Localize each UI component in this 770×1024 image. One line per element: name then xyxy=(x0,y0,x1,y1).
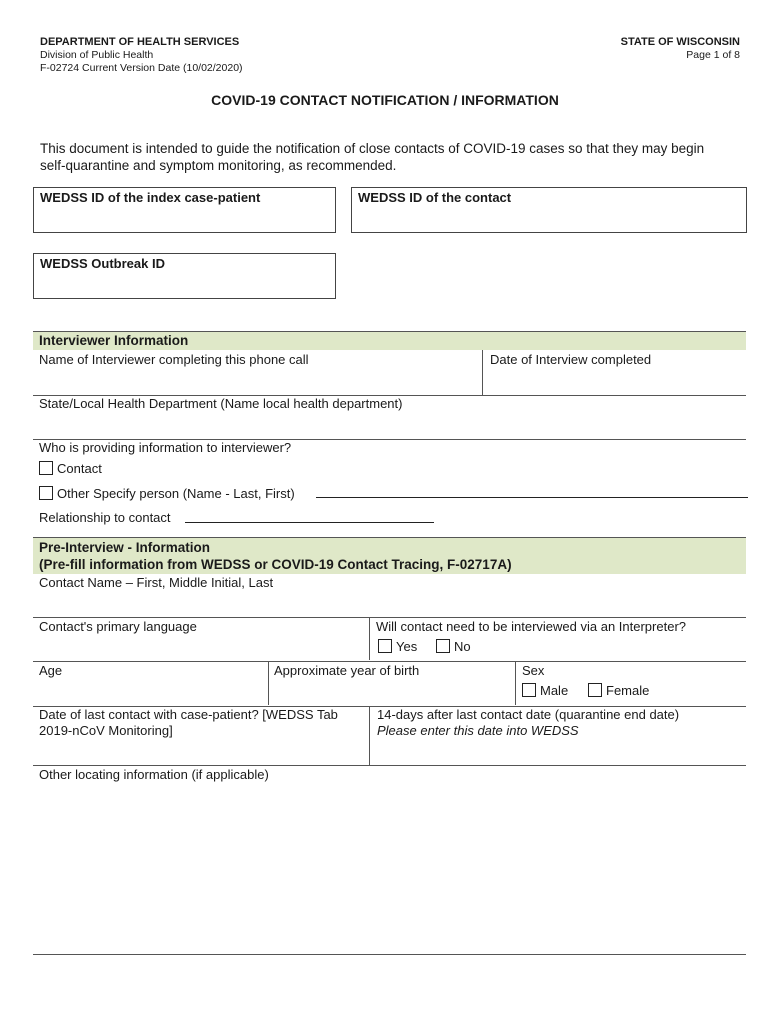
intro-line-2: self-quarantine and symptom monitoring, as recommended. xyxy=(40,158,397,173)
female-label: Female xyxy=(606,683,650,698)
pre-interview-heading-line-1: Pre-Interview - Information xyxy=(39,540,211,555)
index-case-id-label: WEDSS ID of the index case-patient xyxy=(40,190,261,205)
outbreak-id-field[interactable] xyxy=(33,253,336,299)
interview-date-input[interactable] xyxy=(484,351,746,394)
age-label: Age xyxy=(39,663,63,678)
option-other-label: Other Specify person (Name - Last, First) xyxy=(57,486,295,501)
pre-interview-heading-line-2: (Pre-fill information from WEDSS or COVID-19 Contact Tracing, F-02717A) xyxy=(39,557,512,572)
contact-name-label: Contact Name – First, Middle Initial, Last xyxy=(39,575,274,590)
male-checkbox[interactable] xyxy=(522,683,536,697)
pre-interview-section-heading xyxy=(33,537,746,574)
outbreak-id-label: WEDSS Outbreak ID xyxy=(40,256,165,271)
last-contact-date-label-line-1: Date of last contact with case-patient? [WEDSS Tab xyxy=(39,707,338,722)
other-locating-input[interactable] xyxy=(33,767,746,953)
sex-male-option[interactable] xyxy=(522,683,568,698)
birth-year-label: Approximate year of birth xyxy=(274,663,420,678)
last-contact-date-label xyxy=(39,707,338,739)
last-contact-date-label-line-2: 2019-nCoV Monitoring] xyxy=(39,723,173,738)
interviewer-name-input[interactable] xyxy=(33,351,481,394)
sex-label: Sex xyxy=(522,663,545,678)
index-case-id-field[interactable] xyxy=(33,187,336,233)
interpreter-yes-option[interactable] xyxy=(378,639,417,654)
division-name: Division of Public Health xyxy=(40,49,154,61)
form-version: F-02724 Current Version Date (10/02/2020) xyxy=(40,62,243,74)
health-dept-label: State/Local Health Department (Name local health department) xyxy=(39,396,403,411)
option-contact[interactable] xyxy=(39,461,102,476)
no-checkbox[interactable] xyxy=(436,639,450,653)
quarantine-end-label-line-1: 14-days after last contact date (quarantine end date) xyxy=(377,707,680,722)
other-checkbox[interactable] xyxy=(39,486,53,500)
intro-line-1: This document is intended to guide the notification of close contacts of COVID-19 cases so that they may begin xyxy=(40,141,705,156)
yes-label: Yes xyxy=(396,639,418,654)
quarantine-end-label-line-2: Please enter this date into WEDSS xyxy=(377,723,579,738)
relationship-field[interactable] xyxy=(185,522,434,523)
other-person-field[interactable] xyxy=(316,497,748,498)
option-other[interactable] xyxy=(39,486,295,501)
sex-female-option[interactable] xyxy=(588,683,649,698)
interview-date-label: Date of Interview completed xyxy=(490,352,652,367)
language-label: Contact's primary language xyxy=(39,619,197,634)
contact-id-label: WEDSS ID of the contact xyxy=(358,190,512,205)
relationship-label: Relationship to contact xyxy=(39,510,171,525)
interviewer-section-heading: Interviewer Information xyxy=(33,331,746,350)
female-checkbox[interactable] xyxy=(588,683,602,697)
interpreter-label: Will contact need to be interviewed via an Interpreter? xyxy=(376,619,687,634)
option-contact-label: Contact xyxy=(57,461,102,476)
state-name: STATE OF WISCONSIN xyxy=(620,36,740,48)
contact-name-input[interactable] xyxy=(33,575,746,616)
contact-checkbox[interactable] xyxy=(39,461,53,475)
yes-checkbox[interactable] xyxy=(378,639,392,653)
interpreter-no-option[interactable] xyxy=(436,639,471,654)
quarantine-end-label xyxy=(377,707,679,739)
department-name: DEPARTMENT OF HEALTH SERVICES xyxy=(40,36,240,48)
info-provider-label: Who is providing information to interviewer? xyxy=(39,440,292,455)
health-dept-input[interactable] xyxy=(33,396,746,438)
page-title: COVID-19 CONTACT NOTIFICATION / INFORMATION xyxy=(211,92,559,108)
male-label: Male xyxy=(540,683,569,698)
other-locating-label: Other locating information (if applicable) xyxy=(39,767,269,782)
page-number: Page 1 of 8 xyxy=(686,49,740,61)
interviewer-name-label: Name of Interviewer completing this phone call xyxy=(39,352,309,367)
no-label: No xyxy=(454,639,471,654)
contact-id-field[interactable] xyxy=(351,187,747,233)
